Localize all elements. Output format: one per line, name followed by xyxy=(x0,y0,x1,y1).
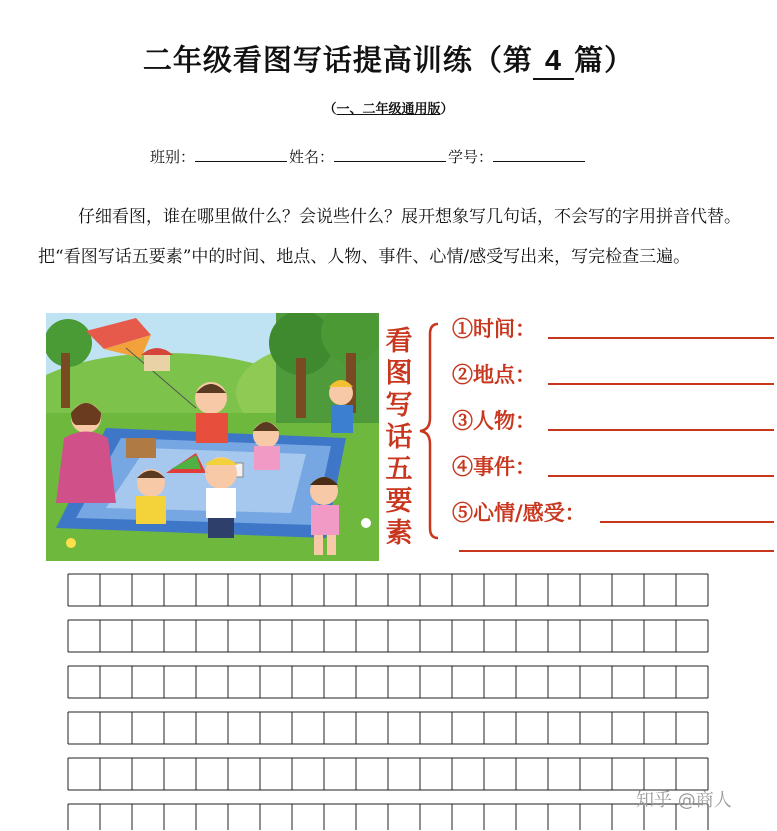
worksheet-title xyxy=(0,38,777,80)
five-elements-vertical-title: 看图写话五要素 xyxy=(385,326,413,549)
subtitle-close: ） xyxy=(440,102,454,117)
title-number: 4 xyxy=(533,45,574,80)
element-line-event[interactable] xyxy=(548,475,774,477)
element-label-event: ④事件： xyxy=(452,454,536,479)
brace-icon xyxy=(418,322,440,540)
student-info-row xyxy=(150,146,587,167)
element-label-feeling: ⑤心情/感受： xyxy=(452,500,586,525)
element-extra-line[interactable] xyxy=(459,550,774,552)
worksheet-subtitle xyxy=(0,98,777,117)
element-line-people[interactable] xyxy=(548,429,774,431)
class-blank[interactable] xyxy=(195,147,287,162)
writing-grid[interactable] xyxy=(66,573,710,831)
name-blank[interactable] xyxy=(334,147,446,162)
class-label: 班别： xyxy=(150,148,196,166)
id-blank[interactable] xyxy=(493,147,585,162)
element-line-time[interactable] xyxy=(548,337,774,339)
picnic-scene-illustration xyxy=(46,313,379,561)
element-label-time: ①时间： xyxy=(452,316,536,341)
element-row-people xyxy=(452,405,774,433)
element-line-feeling[interactable] xyxy=(600,521,774,523)
instructions-paragraph xyxy=(38,197,748,277)
name-label: 姓名： xyxy=(289,148,335,166)
title-suffix: 篇） xyxy=(574,43,635,77)
title-prefix: 二年级看图写话提高训练（第 xyxy=(142,43,533,77)
id-label: 学号： xyxy=(448,148,494,166)
element-row-feeling xyxy=(452,497,774,525)
element-row-event xyxy=(452,451,774,479)
element-row-time xyxy=(452,313,774,341)
element-line-place[interactable] xyxy=(548,383,774,385)
watermark: 知乎 @商人 xyxy=(636,790,732,811)
subtitle-text: 一、二年级通用版 xyxy=(336,102,441,117)
instructions-text: 仔细看图，谁在哪里做什么？会说些什么？展开想象写几句话，不会写的字用拼音代替。把“看图写话五要素”中的时间、地点、人物、事件、心情/感受写出来，写完检查三遍。 xyxy=(38,207,741,267)
element-row-place xyxy=(452,359,774,387)
element-label-people: ③人物： xyxy=(452,408,536,433)
element-label-place: ②地点： xyxy=(452,362,536,387)
subtitle-open: （ xyxy=(323,102,337,117)
